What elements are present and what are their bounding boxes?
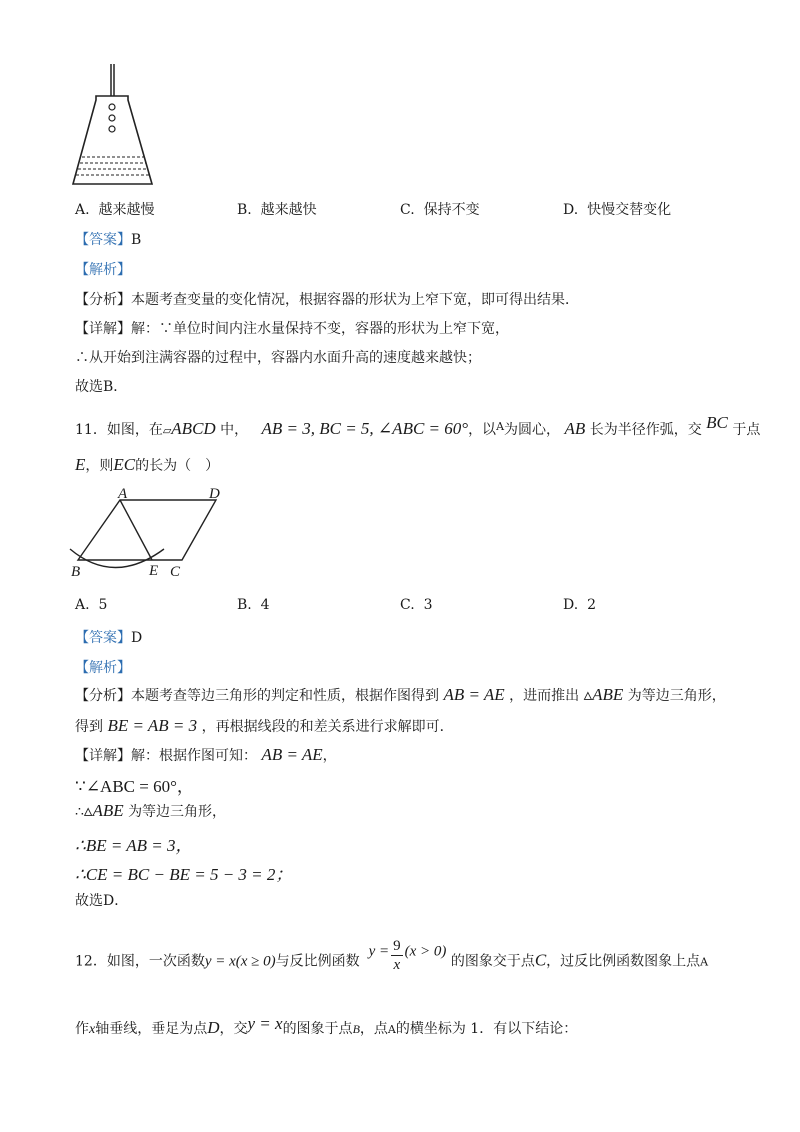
flask-figure (66, 62, 166, 190)
q11-xiangjie (75, 745, 337, 765)
fenxi-text: ，再根据线段的和差关系进行求解即可． (201, 719, 454, 735)
q10-xiangjie (75, 318, 509, 338)
option-text: 2 (587, 597, 597, 613)
fenxi-math: ▵ABE (583, 685, 624, 704)
stem-math: C (534, 950, 547, 970)
q11-option-a (75, 597, 107, 613)
option-letter: A. (75, 202, 90, 218)
option-text: 越来越慢 (98, 202, 155, 218)
option-text: 3 (423, 597, 433, 613)
fenxi-tag: 【分析】 (75, 688, 131, 704)
fenxi-text: 得到 (75, 719, 103, 735)
option-letter: A. (75, 597, 90, 613)
xiangjie-text: 解：∵单位时间内注水量保持不变，容器的形状为上窄下宽， (131, 321, 509, 337)
fraction-denominator: x (393, 957, 401, 973)
line-text: 为等边三角形， (128, 804, 227, 820)
label-E: E (149, 563, 159, 579)
q11-line1: ∵∠ABC = 60°， (75, 777, 194, 796)
fenxi-text: 本题考查等边三角形的判定和性质，根据作图得到 (131, 688, 439, 704)
triangle-math: ▵ABE (83, 801, 124, 820)
option-letter: C. (400, 202, 415, 218)
option-text: 保持不变 (423, 202, 480, 218)
answer-tag: 【答案】 (75, 232, 131, 248)
label-B: B (71, 564, 81, 580)
stem-text: 11．如图，在 (75, 422, 163, 438)
stem-math: E (75, 455, 86, 474)
q10-option-d (563, 199, 671, 219)
fenxi-text: ，进而推出 (509, 688, 580, 704)
fenxi-math: BE = AB = 3 (107, 716, 198, 735)
answer-value: B (131, 232, 142, 248)
answer-tag: 【答案】 (75, 630, 131, 646)
stem-text: ，过反比例函数图象上点 (546, 953, 701, 970)
parallelogram-symbol: ▱ (162, 424, 172, 437)
stem-text: 的图象交于点 (450, 953, 535, 970)
xiangjie-math: AB = AE (261, 745, 323, 764)
option-text: 5 (98, 597, 108, 613)
stem-math: y = (368, 943, 390, 960)
xiangjie-tag: 【详解】 (75, 321, 131, 337)
q11-parallelogram-figure (64, 486, 234, 582)
option-letter: C. (400, 597, 415, 613)
therefore-symbol: ∴ (75, 804, 84, 820)
stem-text: 长为半径作弧，交 (589, 422, 702, 438)
option-text: 快慢交替变化 (587, 202, 672, 218)
stem-math: BC (706, 413, 728, 432)
stem-math-small: A (387, 1023, 396, 1036)
option-letter: B. (237, 202, 252, 218)
stem-math: y = x (247, 1014, 283, 1033)
stem-text: 的图象于点 (282, 1021, 353, 1037)
q11-stem-line1 (75, 413, 760, 439)
stem-math: x (89, 1022, 96, 1037)
stem-text: 于点 (732, 422, 761, 438)
stem-math-small: A (700, 955, 709, 969)
q11-analysis-tag: 【解析】 (75, 660, 131, 676)
q11-answer (75, 627, 142, 647)
stem-text: 的横坐标为 1．有以下结论： (395, 1021, 578, 1037)
q11-line5: 故选D． (75, 893, 129, 909)
stem-math: EC (113, 455, 136, 474)
q11-stem-line2 (75, 455, 219, 475)
fenxi-tag: 【分析】 (75, 292, 131, 308)
fraction (391, 937, 403, 974)
q10-answer (75, 229, 141, 249)
label-D: D (209, 486, 220, 502)
stem-math: ABCD (171, 419, 216, 438)
q12-stem-line2 (75, 1014, 577, 1038)
q11-line2 (75, 801, 226, 821)
q11-option-d (563, 597, 596, 613)
q12-stem-line1 (75, 938, 709, 980)
fenxi-math: AB = AE (443, 685, 505, 704)
stem-text: ，则 (85, 458, 114, 474)
xiangjie-text: 解：根据作图可知： (131, 748, 257, 764)
q10-option-b (237, 199, 317, 219)
stem-text: ，交 (219, 1021, 248, 1037)
label-C: C (170, 564, 181, 580)
stem-math: AB = 3, BC = 5, ∠ABC = 60° (261, 419, 469, 438)
stem-math: (x > 0) (404, 943, 447, 960)
stem-text: ，点 (359, 1021, 388, 1037)
option-letter: D. (563, 202, 579, 218)
q11-line4: ∴CE = BC − BE = 5 − 3 = 2； (75, 865, 293, 884)
q11-option-c (400, 597, 433, 613)
q10-line2: ∴从开始到注满容器的过程中，容器内水面升高的速度越来越快； (75, 350, 481, 366)
stem-text: 为圆心， (504, 422, 561, 438)
q10-analysis-tag: 【解析】 (75, 262, 131, 278)
stem-math: D (207, 1018, 220, 1037)
stem-math-small: A (496, 420, 505, 433)
stem-text: 与反比例函数 (275, 953, 360, 970)
q11-line3: ∴BE = AB = 3， (75, 836, 193, 855)
stem-text: 的长为（ ） (135, 458, 220, 474)
q11-option-b (237, 597, 270, 613)
fenxi-text: 本题考查变量的变化情况，根据容器的形状为上窄下宽，即可得出结果． (131, 292, 579, 308)
answer-value: D (131, 630, 143, 646)
fraction-numerator: 9 (393, 938, 401, 954)
label-A: A (118, 486, 128, 502)
stem-text: ，以 (468, 422, 497, 438)
stem-math: y = x(x ≥ 0) (204, 953, 276, 970)
xiangjie-text: ， (322, 748, 337, 764)
option-letter: B. (237, 597, 252, 613)
stem-math-small: B (352, 1022, 360, 1036)
stem-text: 作 (75, 1021, 89, 1037)
q10-option-a (75, 199, 154, 219)
q10-option-c (400, 199, 480, 219)
stem-text: 12．如图，一次函数 (75, 953, 205, 970)
stem-text: 轴垂线，垂足为点 (95, 1021, 208, 1037)
option-letter: D. (563, 597, 579, 613)
q10-fenxi (75, 289, 579, 309)
option-text: 越来越快 (260, 202, 317, 218)
xiangjie-tag: 【详解】 (75, 748, 131, 764)
fenxi-text: 为等边三角形， (627, 688, 726, 704)
q10-line3: 故选B． (75, 379, 128, 395)
option-text: 4 (260, 597, 270, 613)
stem-math: AB (564, 419, 586, 438)
q11-fenxi-line2 (75, 716, 454, 736)
q11-fenxi (75, 685, 726, 705)
stem-text: 中， (220, 422, 249, 438)
